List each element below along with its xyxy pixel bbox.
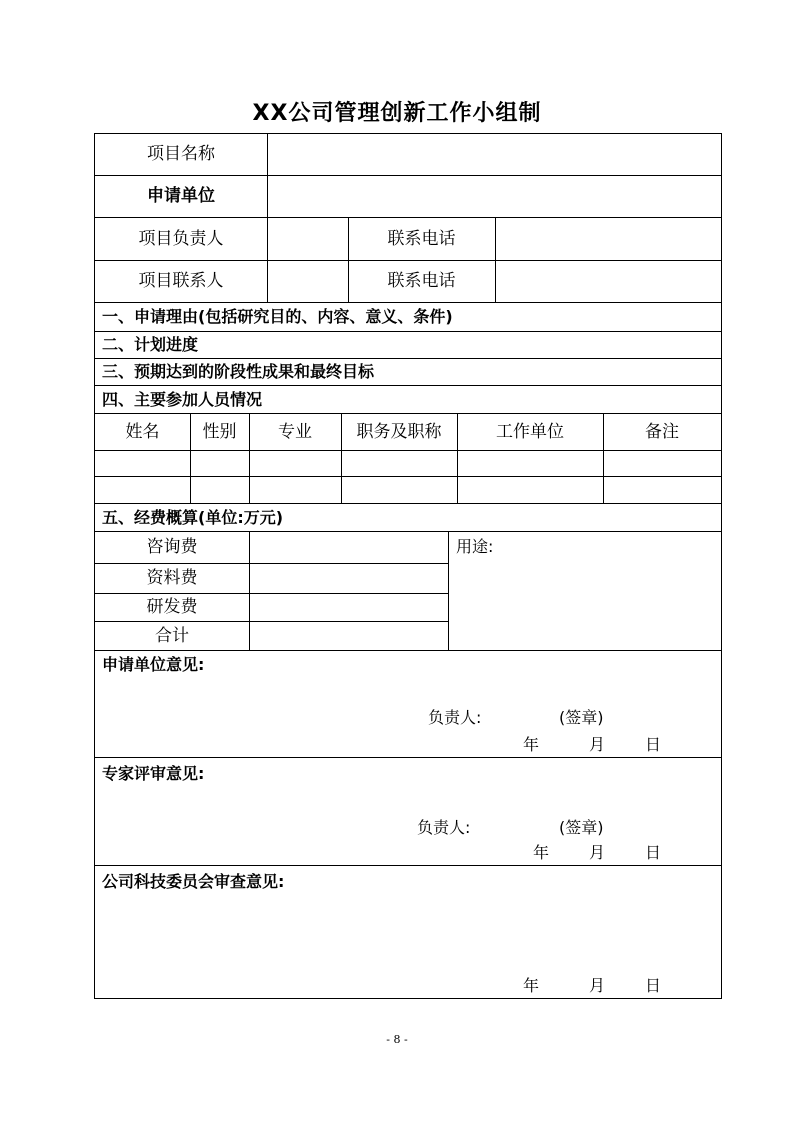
section-personnel: 四、主要参加人员情况 bbox=[102, 390, 263, 409]
budget-item-total: 合计 bbox=[155, 626, 189, 646]
col-divider bbox=[495, 217, 496, 302]
row-divider bbox=[95, 531, 721, 532]
budget-item-rnd: 研发费 bbox=[146, 597, 198, 617]
committee-date-year: 年 bbox=[523, 976, 540, 995]
applicant-sign-label: (签章) bbox=[559, 708, 604, 727]
row-divider bbox=[95, 865, 721, 866]
row-divider bbox=[95, 175, 721, 176]
budget-usage-label: 用途: bbox=[456, 537, 494, 556]
expert-date-day: 日 bbox=[645, 843, 662, 862]
personnel-header-remark: 备注 bbox=[645, 422, 679, 442]
section-budget: 五、经费概算(单位:万元) bbox=[102, 508, 284, 527]
applicant-opinion-label: 申请单位意见: bbox=[102, 655, 205, 674]
row-divider bbox=[95, 621, 448, 622]
section-plan: 二、计划进度 bbox=[102, 335, 199, 354]
applicant-leader-label: 负责人: bbox=[428, 708, 482, 727]
col-divider bbox=[249, 531, 250, 650]
contact-phone-label: 联系电话 bbox=[387, 271, 456, 291]
row-divider bbox=[95, 302, 721, 303]
budget-item-consulting: 咨询费 bbox=[146, 537, 198, 557]
expert-leader-label: 负责人: bbox=[417, 818, 471, 837]
project-name-label: 项目名称 bbox=[147, 144, 215, 164]
row-divider bbox=[95, 331, 721, 332]
row-divider bbox=[95, 260, 721, 261]
applicant-date-day: 日 bbox=[645, 735, 662, 754]
committee-opinion-label: 公司科技委员会审查意见: bbox=[102, 872, 285, 891]
row-divider bbox=[95, 650, 721, 651]
budget-item-materials: 资料费 bbox=[146, 568, 198, 588]
expert-sign-label: (签章) bbox=[559, 818, 604, 837]
applicant-date-year: 年 bbox=[523, 735, 540, 754]
personnel-header-major: 专业 bbox=[278, 422, 312, 442]
expert-opinion-label: 专家评审意见: bbox=[102, 764, 205, 783]
row-divider bbox=[95, 503, 721, 504]
project-contact-label: 项目联系人 bbox=[138, 271, 224, 291]
document-title: XX公司管理创新工作小组制 bbox=[252, 101, 542, 126]
personnel-header-name: 姓名 bbox=[125, 422, 160, 442]
row-divider bbox=[95, 757, 721, 758]
personnel-header-gender: 性别 bbox=[202, 422, 237, 442]
committee-date-day: 日 bbox=[645, 976, 662, 995]
row-divider bbox=[95, 385, 721, 386]
expert-date-month: 月 bbox=[589, 843, 606, 862]
applicant-date-month: 月 bbox=[589, 735, 606, 754]
row-divider bbox=[95, 563, 448, 564]
personnel-header-title: 职务及职称 bbox=[356, 422, 442, 442]
applicant-unit-label: 申请单位 bbox=[147, 186, 215, 206]
col-divider bbox=[448, 531, 449, 650]
expert-date-year: 年 bbox=[533, 843, 550, 862]
col-divider bbox=[267, 134, 268, 302]
committee-date-month: 月 bbox=[589, 976, 606, 995]
row-divider bbox=[95, 476, 721, 477]
page-number: - 8 - bbox=[386, 1033, 408, 1046]
row-divider bbox=[95, 593, 448, 594]
row-divider bbox=[95, 217, 721, 218]
row-divider bbox=[95, 358, 721, 359]
row-divider bbox=[95, 413, 721, 414]
section-results: 三、预期达到的阶段性成果和最终目标 bbox=[102, 362, 375, 381]
application-form bbox=[94, 133, 722, 999]
project-leader-label: 项目负责人 bbox=[138, 229, 224, 249]
contact-phone-label: 联系电话 bbox=[387, 229, 456, 249]
section-reason: 一、申请理由(包括研究目的、内容、意义、条件) bbox=[102, 307, 453, 326]
row-divider bbox=[95, 450, 721, 451]
personnel-header-unit: 工作单位 bbox=[496, 422, 564, 442]
